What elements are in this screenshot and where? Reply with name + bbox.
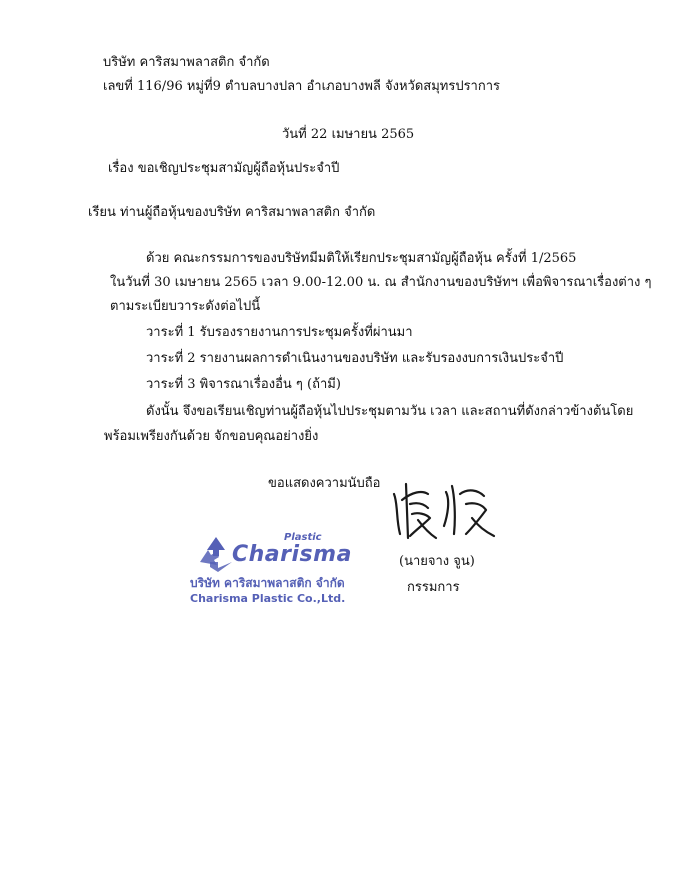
- closing-paragraph-line: ดังนั้น จึงขอเรียนเชิญท่านผู้ถือหุ้นไปประชุมตามวัน เวลา และสถานที่ดังกล่าวข้างต้นโดย: [146, 404, 634, 419]
- company-address: เลขที่ 116/96 หมู่ที่9 ตำบลบางปลา อำเภอบางพลี จังหวัดสมุทรปราการ: [103, 79, 501, 94]
- stamp-english-name: Charisma Plastic Co.,Ltd.: [190, 592, 346, 605]
- closing-paragraph-line: พร้อมเพรียงกันด้วย จักขอบคุณอย่างยิ่ง: [104, 429, 319, 444]
- company-name: บริษัท คาริสมาพลาสติก จำกัด: [103, 55, 270, 70]
- recycle-logo-icon: [196, 534, 236, 574]
- agenda-item: วาระที่ 1 รับรองรายงานการประชุมครั้งที่ผ่านมา: [146, 325, 413, 340]
- regards-text: ขอแสดงความนับถือ: [268, 476, 381, 491]
- body-paragraph-line: ด้วย คณะกรรมการของบริษัทมีมติให้เรียกประชุมสามัญผู้ถือหุ้น ครั้งที่ 1/2565: [146, 251, 577, 266]
- company-stamp: [188, 528, 368, 618]
- stamp-brand-name: Charisma: [232, 542, 352, 567]
- signer-name: (นายจาง จูน): [399, 554, 475, 569]
- body-paragraph-line: ในวันที่ 30 เมษายน 2565 เวลา 9.00-12.00 น. ณ สำนักงานของบริษัทฯ เพื่อพิจารณาเรื่องต่าง ๆ: [110, 275, 652, 290]
- body-paragraph-line: ตามระเบียบวาระดังต่อไปนี้: [110, 299, 261, 314]
- handwritten-signature-icon: [388, 474, 498, 544]
- letter-date: วันที่ 22 เมษายน 2565: [282, 127, 415, 142]
- stamp-thai-name: บริษัท คาริสมาพลาสติก จำกัด: [190, 576, 345, 590]
- letter-salutation: เรียน ท่านผู้ถือหุ้นของบริษัท คาริสมาพลาสติก จำกัด: [88, 205, 376, 220]
- agenda-item: วาระที่ 3 พิจารณาเรื่องอื่น ๆ (ถ้ามี): [146, 377, 341, 392]
- stamp-brand-small: Plastic: [284, 532, 322, 543]
- letter-subject: เรื่อง ขอเชิญประชุมสามัญผู้ถือหุ้นประจำปี: [108, 161, 340, 176]
- signer-title: กรรมการ: [407, 580, 460, 595]
- agenda-item: วาระที่ 2 รายงานผลการดำเนินงานของบริษัท และรับรองงบการเงินประจำปี: [146, 351, 564, 366]
